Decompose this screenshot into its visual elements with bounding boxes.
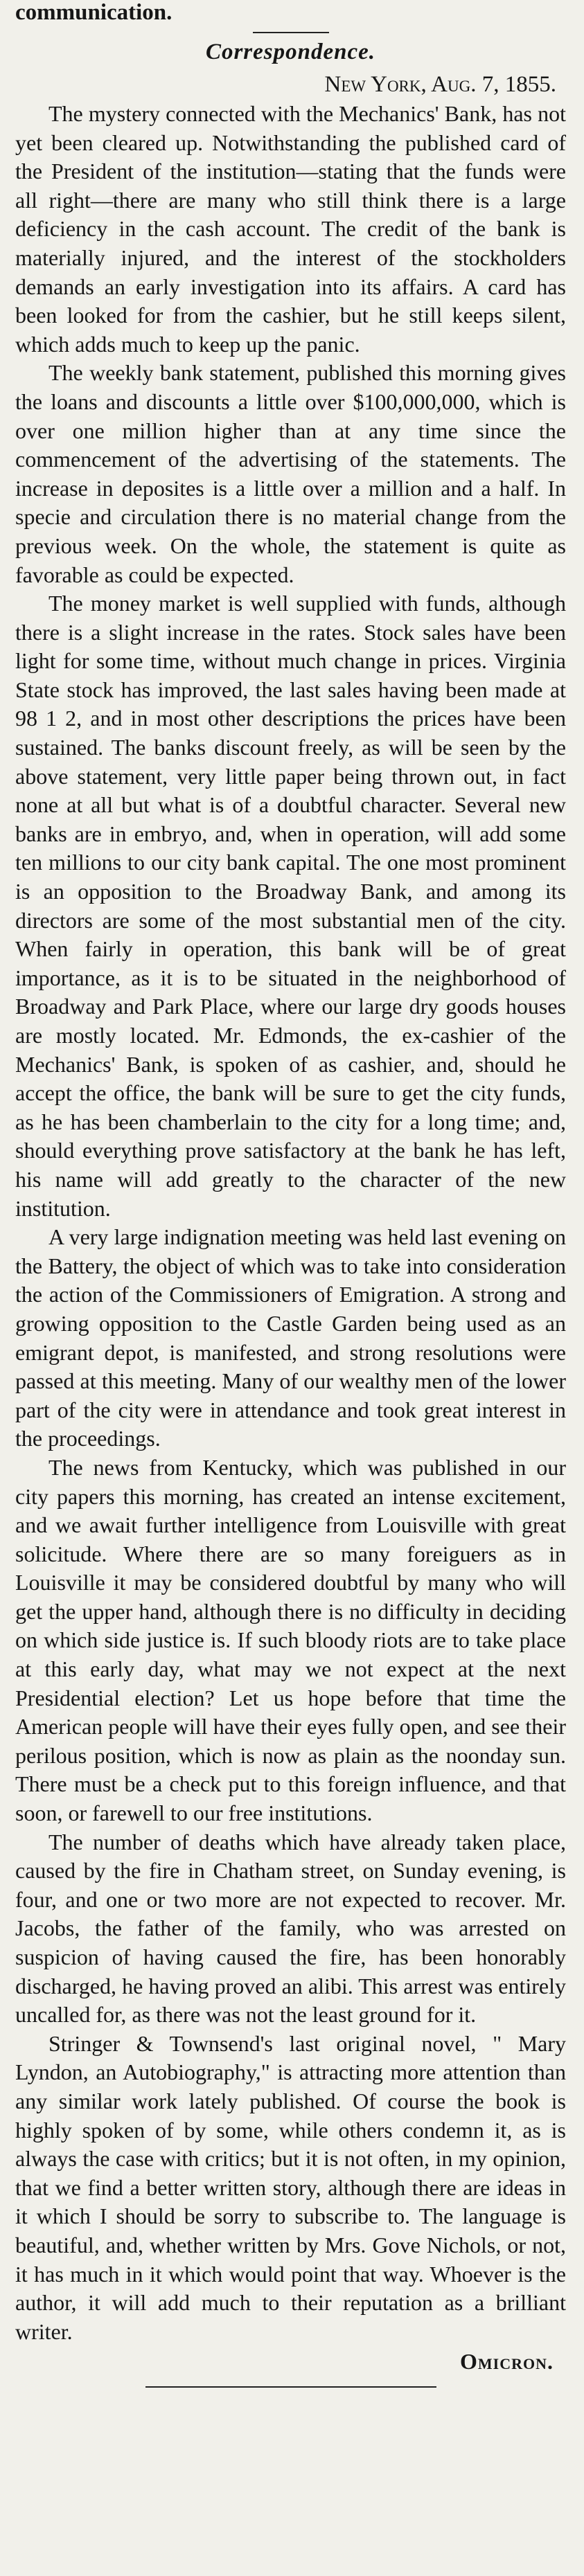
divider-rule-top	[253, 32, 329, 33]
paragraph-chatham-fire: The number of deaths which have already taken place, caused by the fire in Chatham street, on Sunday evening, is four, and one or two more are not expected to recover. Mr. Jacobs, the father of the family, who was arrested on suspicion of having caused the fire, has been honorably discharged, he having proved an alibi. This arrest was entirely uncalled for, as there was not the least ground for it.	[15, 1829, 566, 2028]
paragraph-kentucky-news: The news from Kentucky, which was published in our city papers this morning, has created an intense excitement, and we await further intelligence from Louisville with great solicitude. Where there are so many foreiguers as in Louisville it may be considered doubtful by many who will get the upper hand, although there is no difficulty in deciding on which side justice is. If such bloody riots are to take place at this early day, what may we not expect at the next Presidential election? Let us hope before that time the American people will have their eyes fully open, and see their perilous position, which is now as plain as the noonday sun. There must be a check put to this foreign influence, and that soon, or farewell to our free institutions.	[15, 1454, 566, 1826]
paragraph-bank-statement: The weekly bank statement, published this morning gives the loans and discounts a little over $100,000,000, which is over one million higher than at any time since the commencement of the advertising of the statements. The increase in deposites is a little over a million and a half. In specie and circulation there is no material change from the previous week. On the whole, the statement is quite as favorable as could be expected.	[15, 360, 566, 587]
dateline: New York, Aug. 7, 1855.	[324, 72, 556, 97]
paragraph-money-market: The money market is well supplied with funds, although there is a slight increase in the rates. Stock sales have been light for some time, without much change in prices. Virginia State stock has improved, the last sales having been made at 98 1 2, and in most other descriptions the prices have been sustained. The banks discount freely, as will be seen by the above statement, very little paper being thrown out, in fact none at all but what is of a doubtful character. Several new banks are in embryo, and, when in operation, will add some ten millions to our city bank capital. The one most prominent is an opposition to the Broadway Bank, and among its directors are some of the most substantial men of the city. When fairly in operation, this bank will be of great importance, as it is to be situated in the neighborhood of Broadway and Park Place, where our large dry goods houses are mostly located. Mr. Edmonds, the ex-cashier of the Mechanics' Bank, is spoken of as cashier, and, should he accept the office, the bank will be sure to get the city funds, as he has been chamberlain to the city for a long time; and, should everything prove satisfactory at the bank he has left, his name will add greatly to the character of the new institution.	[15, 591, 566, 1221]
paragraph-bank-mystery: The mystery connected with the Mechanics' Bank, has not yet been cleared up. Notwithstanding the published card of the President of the institution—stating that the funds were all right—there are many who still think there is a large deficiency in the cash account. The credit of the bank is materially injured, and the interest of the stockholders demands an early investigation into its affairs. A card has been looked for from the cashier, but he still keeps silent, which adds much to keep up the panic.	[15, 101, 566, 357]
preceding-text-fragment: communication.	[15, 0, 172, 25]
divider-rule-bottom	[145, 2386, 436, 2388]
signature: Omicron.	[460, 2349, 554, 2374]
paragraph-novel-review: Stringer & Townsend's last original novel, " Mary Lyndon, an Autobiography," is attracting more attention than any similar work lately published. Of course the book is highly spoken of by some, while others condemn it, as is always the case with critics; but it is not often, in my opinion, that we find a better written story, although there are ideas in it which I should be sorry to subscribe to. The language is beautiful, and, whether written by Mrs. Gove Nichols, or not, it has much in it which would point that way. Whoever is the author, it will add much to their reputation as a brilliant writer.	[15, 2030, 566, 2344]
paragraph-indignation-meeting: A very large indignation meeting was held last evening on the Battery, the object of which was to take into consideration the action of the Commissioners of Emigration. A strong and growing opposition to the Castle Garden being used as an emigrant depot, is manifested, and strong resolutions were passed at this meeting. Many of our wealthy men of the lower part of the city were in attendance and took great interest in the proceedings.	[15, 1224, 566, 1451]
section-heading: Correspondence.	[205, 39, 376, 64]
